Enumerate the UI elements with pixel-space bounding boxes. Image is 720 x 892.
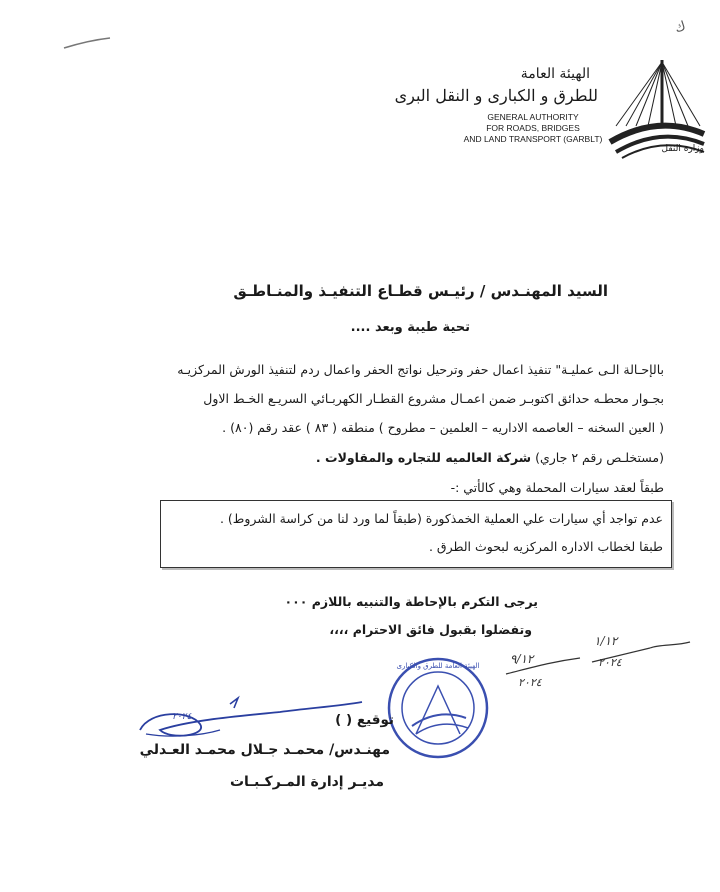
- closing-request: يرجى التكرم بالإحاطة والتنبيه باللازم ٠٠٠: [284, 594, 538, 609]
- signature-label: توقيع ( ): [335, 712, 394, 728]
- note-line: عدم تواجد أي سيارات علي العملية الخمذكورة (طبقاً لما ورد لنا من كراسة الشروط) .: [219, 511, 663, 526]
- handwritten-signature: [130, 690, 370, 750]
- notes-box: [160, 500, 672, 568]
- org-en-line: FOR ROADS, BRIDGES: [486, 123, 580, 133]
- handwritten-year-1: ٢٠٢٤: [518, 676, 542, 689]
- director-title: مديـر إدارة المـركـبـات: [229, 774, 384, 790]
- org-en-line: GENERAL AUTHORITY: [487, 112, 579, 122]
- body-line: طبقاً لعقد سيارات المحملة وهي كالأتي :-: [450, 480, 664, 495]
- org-name-en: [448, 112, 618, 145]
- addressee-line: السيد المهنـدس / رئيـس قطـاع التنفيـذ والمنـاطـق: [233, 282, 608, 300]
- official-stamp: [386, 656, 490, 760]
- statement-number: (مستخلـص رقم ٢ جاري): [535, 450, 664, 465]
- company-name: شركة العالميه للتجاره والمقاولات .: [315, 450, 532, 465]
- note-line: طبقا لخطاب الاداره المركزيه لبحوث الطرق .: [428, 539, 663, 554]
- top-handwritten-mark: ك: [673, 18, 689, 37]
- greeting-line: تحية طيبة وبعد ....: [350, 320, 470, 335]
- ministry-label: وزارة النقل: [661, 144, 704, 154]
- pen-stroke-mark: [62, 36, 112, 50]
- body-line-contractor: [316, 450, 664, 465]
- org-name-ar-line1: الهيئة العامة: [520, 66, 590, 82]
- letterhead: [394, 52, 706, 162]
- handwritten-date-2: ١/١٢: [594, 634, 618, 648]
- closing-regards: وتفضلوا بقبول فائق الاحترام ،،،،: [329, 622, 532, 637]
- handwritten-date-1: ٩/١٢: [510, 652, 534, 666]
- body-line: بجـوار محطـه حدائق اكتوبـر ضمن اعمـال مشروع القطـار الكهربـائي السريـع الخـط الاول: [203, 391, 664, 406]
- body-line: ( العين السخنه – العاصمه الاداريه – العلمين – مطروح ) منطقه ( ٨٣ ) عقد رقم (٨٠) .: [222, 420, 664, 435]
- handwritten-year-2: ٢٠٢٤: [598, 656, 622, 669]
- org-en-line: AND LAND TRANSPORT (GARBLT): [463, 134, 603, 144]
- org-name-ar-line2: للطرق و الكبارى و النقل البرى: [394, 86, 598, 105]
- handwritten-annotations: [500, 640, 700, 700]
- body-line: بالإحـالة الـى عمليـة" تنفيذ اعمال حفر وترحيل نواتج الحفر واعمال ردم لتنفيذ الورش المركزيـه: [177, 362, 664, 377]
- engineer-name: مهنـدس/ محمـد جـلال محمـد العـدلي: [139, 742, 390, 758]
- stamp-text: الهيئة العامة للطرق والكبارى: [396, 662, 480, 670]
- signature-date-note: ٢٠٢٤: [172, 712, 192, 722]
